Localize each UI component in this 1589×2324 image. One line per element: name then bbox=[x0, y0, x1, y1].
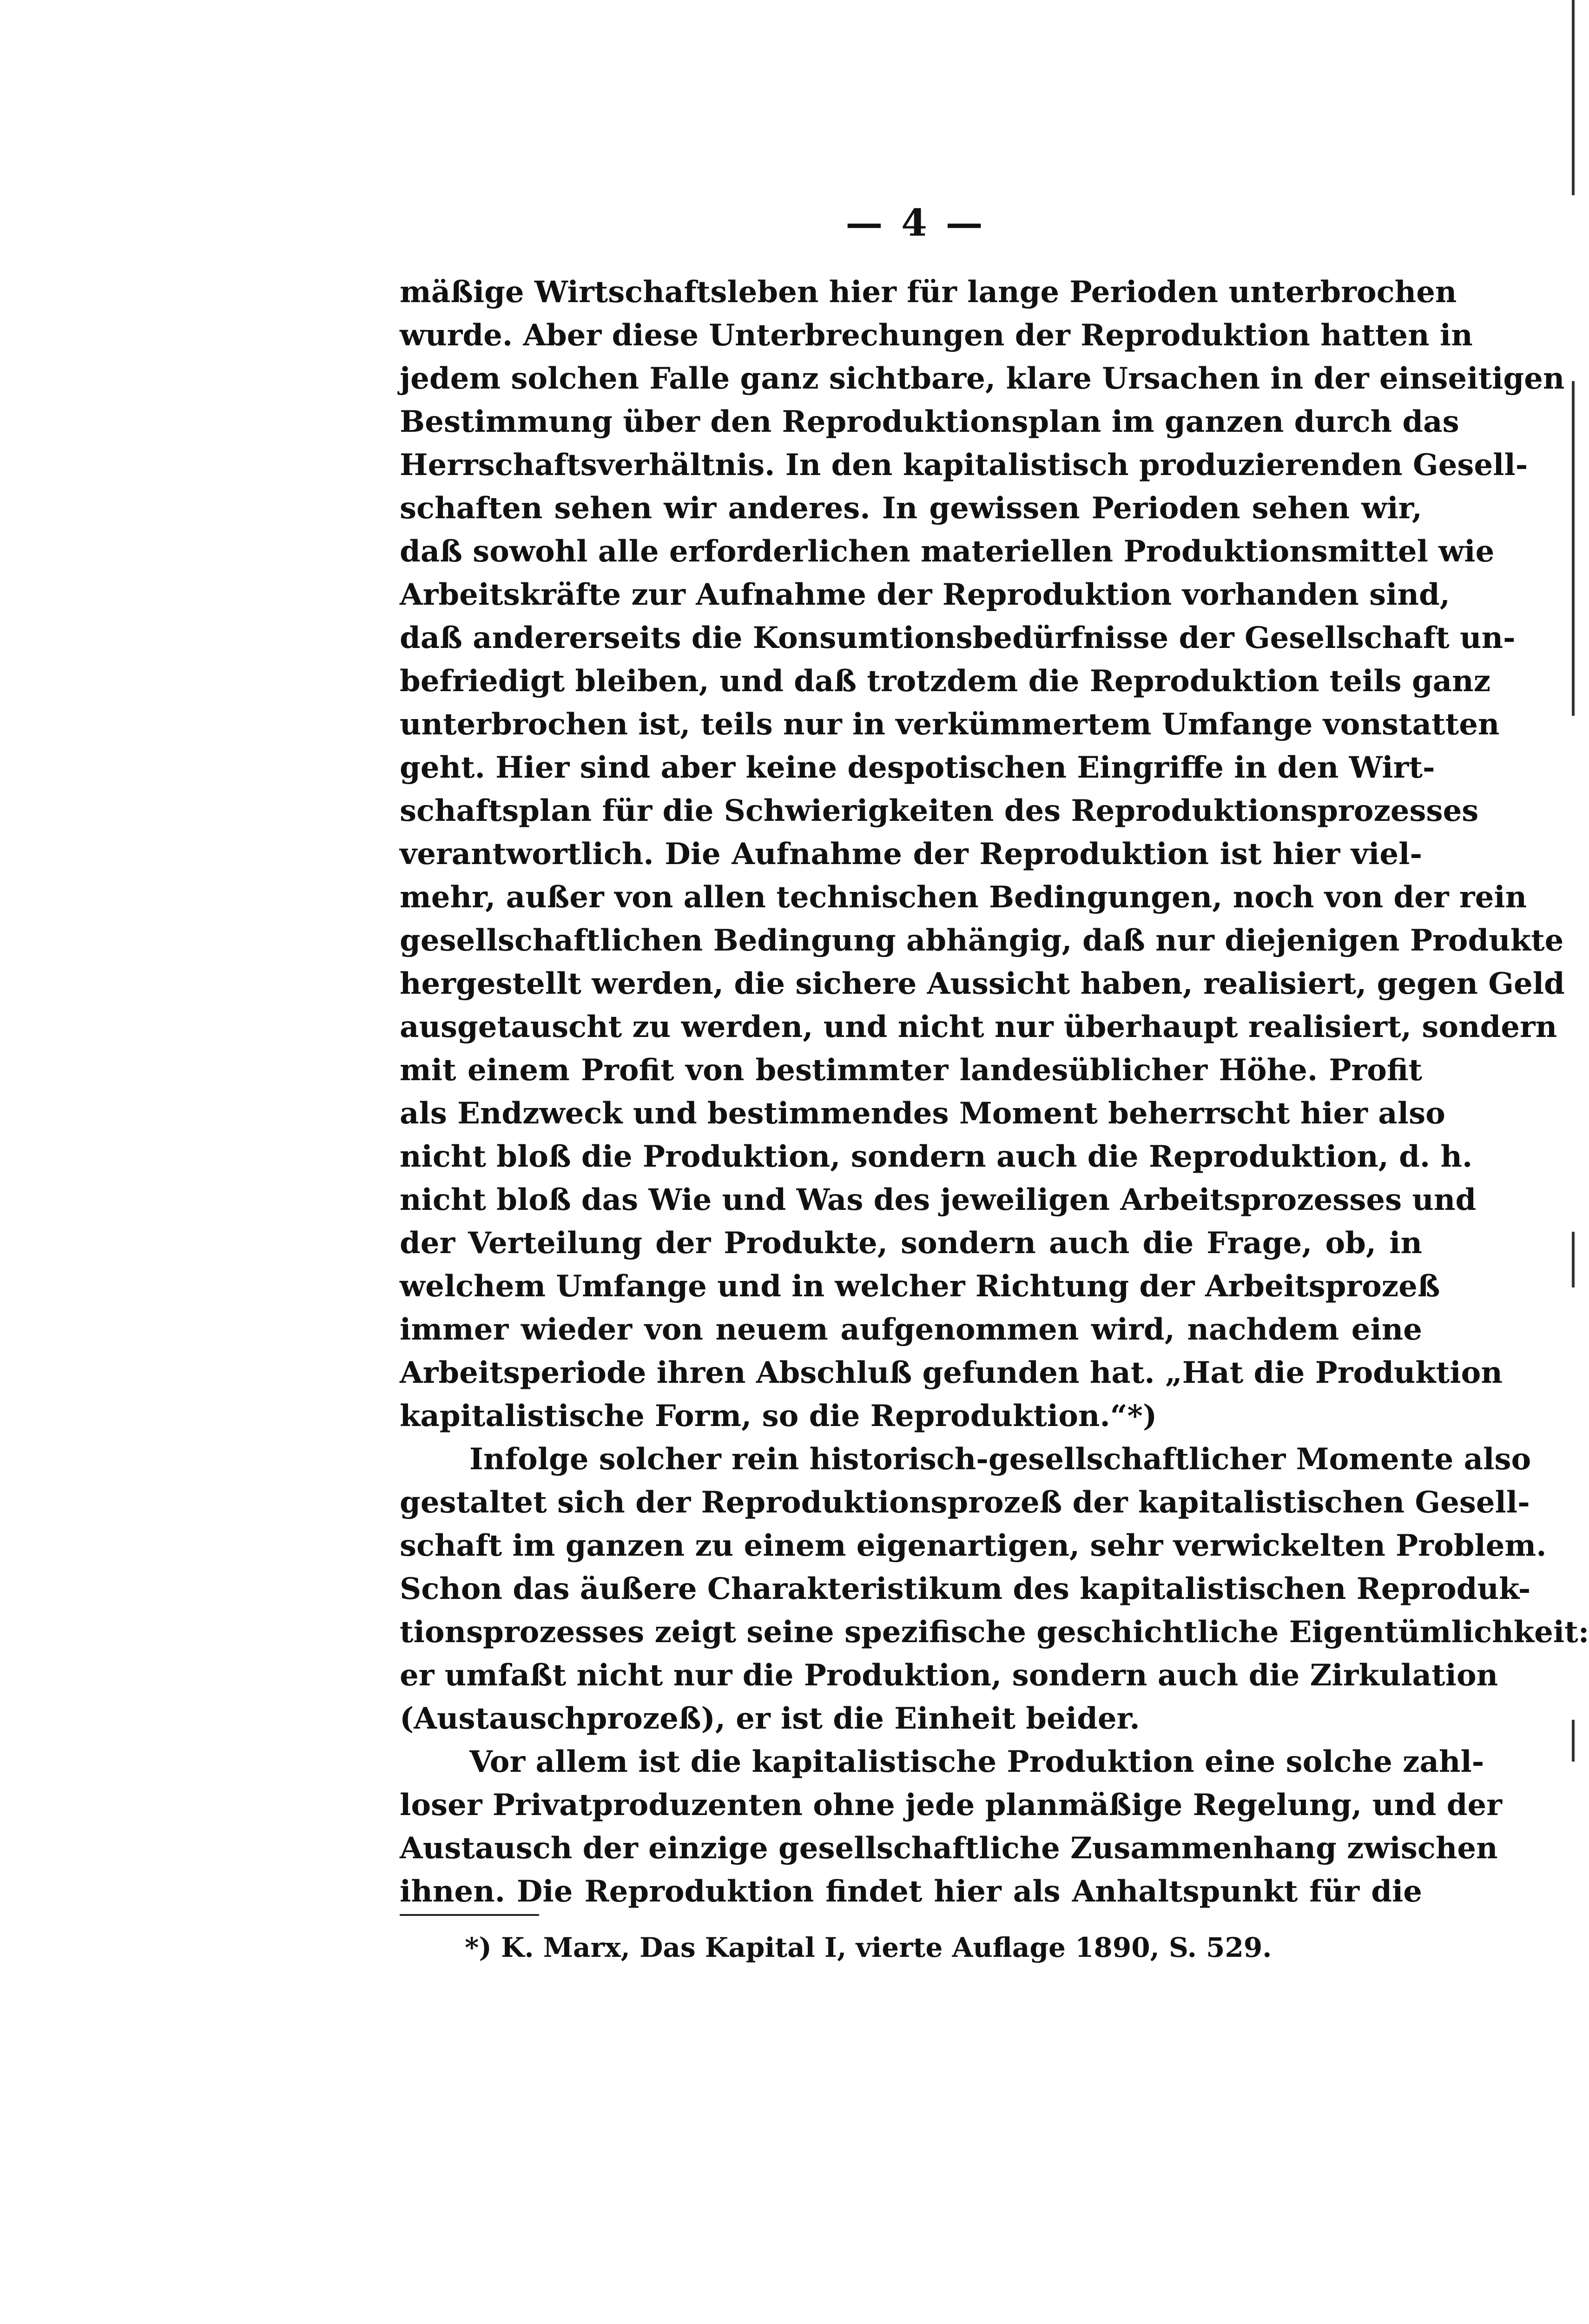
text-line: mehr, außer von allen technischen Bedingungen, noch von der rein bbox=[400, 880, 1527, 915]
text-line: er umfaßt nicht nur die Produktion, sondern auch die Zirkulation bbox=[400, 1658, 1498, 1693]
text-line: immer wieder von neuem aufgenommen wird, nachdem eine bbox=[400, 1312, 1422, 1347]
text-line: ihnen. Die Reproduktion findet hier als Anhaltspunkt für die bbox=[400, 1874, 1422, 1909]
text-line: gestaltet sich der Reproduktionsprozeß der kapitalistischen Gesell- bbox=[400, 1485, 1530, 1520]
text-line: gesellschaftlichen Bedingung abhängig, daß nur diejenigen Produkte bbox=[400, 923, 1564, 958]
text-line: Arbeitskräfte zur Aufnahme der Reproduktion vorhanden sind, bbox=[400, 577, 1451, 612]
text-line: daß sowohl alle erforderlichen materiellen Produktionsmittel wie bbox=[400, 534, 1495, 569]
text-line: mit einem Profit von bestimmter landesüblicher Höhe. Profit bbox=[400, 1053, 1422, 1088]
scan-edge-line bbox=[1572, 1720, 1575, 1762]
scan-edge-line bbox=[1572, 0, 1575, 195]
text-line: befriedigt bleiben, und daß trotzdem die Reproduktion teils ganz bbox=[400, 664, 1491, 699]
text-line: schaft im ganzen zu einem eigenartigen, sehr verwickelten Problem. bbox=[400, 1528, 1547, 1563]
footnote-divider bbox=[400, 1914, 539, 1916]
text-line: nicht bloß die Produktion, sondern auch die Reproduktion, d. h. bbox=[400, 1139, 1473, 1174]
text-line: unterbrochen ist, teils nur in verkümmertem Umfange vonstatten bbox=[400, 707, 1500, 742]
text-line: daß andererseits die Konsumtionsbedürfnisse der Gesellschaft un- bbox=[400, 621, 1516, 655]
text-line: wurde. Aber diese Unterbrechungen der Reproduktion hatten in bbox=[400, 318, 1473, 353]
text-line: schaften sehen wir anderes. In gewissen Perioden sehen wir, bbox=[400, 491, 1422, 526]
text-line: als Endzweck und bestimmendes Moment beherrscht hier also bbox=[400, 1096, 1445, 1131]
text-line: (Austauschprozeß), er ist die Einheit beider. bbox=[400, 1701, 1140, 1736]
text-line: loser Privatproduzenten ohne jede planmäßige Regelung, und der bbox=[400, 1788, 1502, 1822]
text-line: kapitalistische Form, so die Reproduktion.“*) bbox=[400, 1399, 1157, 1433]
text-line: Austausch der einzige gesellschaftliche Zusammenhang zwischen bbox=[400, 1831, 1498, 1866]
text-line: hergestellt werden, die sichere Aussicht haben, realisiert, gegen Geld bbox=[400, 966, 1565, 1001]
text-line: der Verteilung der Produkte, sondern auch die Frage, ob, in bbox=[400, 1226, 1422, 1261]
text-line: ausgetauscht zu werden, und nicht nur überhaupt realisiert, sondern bbox=[400, 1010, 1557, 1044]
text-line: Infolge solcher rein historisch-gesellschaftlicher Momente also bbox=[469, 1442, 1531, 1477]
text-line: Bestimmung über den Reproduktionsplan im ganzen durch das bbox=[400, 404, 1459, 439]
text-line: jedem solchen Falle ganz sichtbare, klare Ursachen in der einseitigen bbox=[400, 361, 1565, 396]
text-line: Herrschaftsverhältnis. In den kapitalistisch produzierenden Gesell- bbox=[400, 448, 1528, 482]
text-line: nicht bloß das Wie und Was des jeweiligen Arbeitsprozesses und bbox=[400, 1182, 1477, 1217]
page-number: — 4 — bbox=[845, 201, 986, 244]
body-text bbox=[400, 271, 1589, 1913]
text-line: Vor allem ist die kapitalistische Produktion eine solche zahl- bbox=[469, 1744, 1484, 1779]
text-line: mäßige Wirtschaftsleben hier für lange Perioden unterbrochen bbox=[400, 275, 1457, 310]
text-line: Schon das äußere Charakteristikum des kapitalistischen Reproduk- bbox=[400, 1571, 1531, 1606]
footnote: *) K. Marx, Das Kapital I, vierte Auflage 1890, S. 529. bbox=[465, 1932, 1272, 1963]
text-line: tionsprozesses zeigt seine spezifische geschichtliche Eigentümlichkeit: bbox=[400, 1615, 1589, 1650]
scan-edge-line bbox=[1572, 381, 1575, 716]
text-line: schaftsplan für die Schwierigkeiten des Reproduktionsprozesses bbox=[400, 793, 1479, 828]
scan-edge-line bbox=[1572, 1232, 1575, 1287]
text-line: geht. Hier sind aber keine despotischen Eingriffe in den Wirt- bbox=[400, 750, 1435, 785]
text-line: verantwortlich. Die Aufnahme der Reproduktion ist hier viel- bbox=[400, 837, 1422, 872]
text-line: welchem Umfange und in welcher Richtung der Arbeitsprozeß bbox=[400, 1269, 1440, 1304]
text-line: Arbeitsperiode ihren Abschluß gefunden hat. „Hat die Produktion bbox=[400, 1355, 1503, 1390]
